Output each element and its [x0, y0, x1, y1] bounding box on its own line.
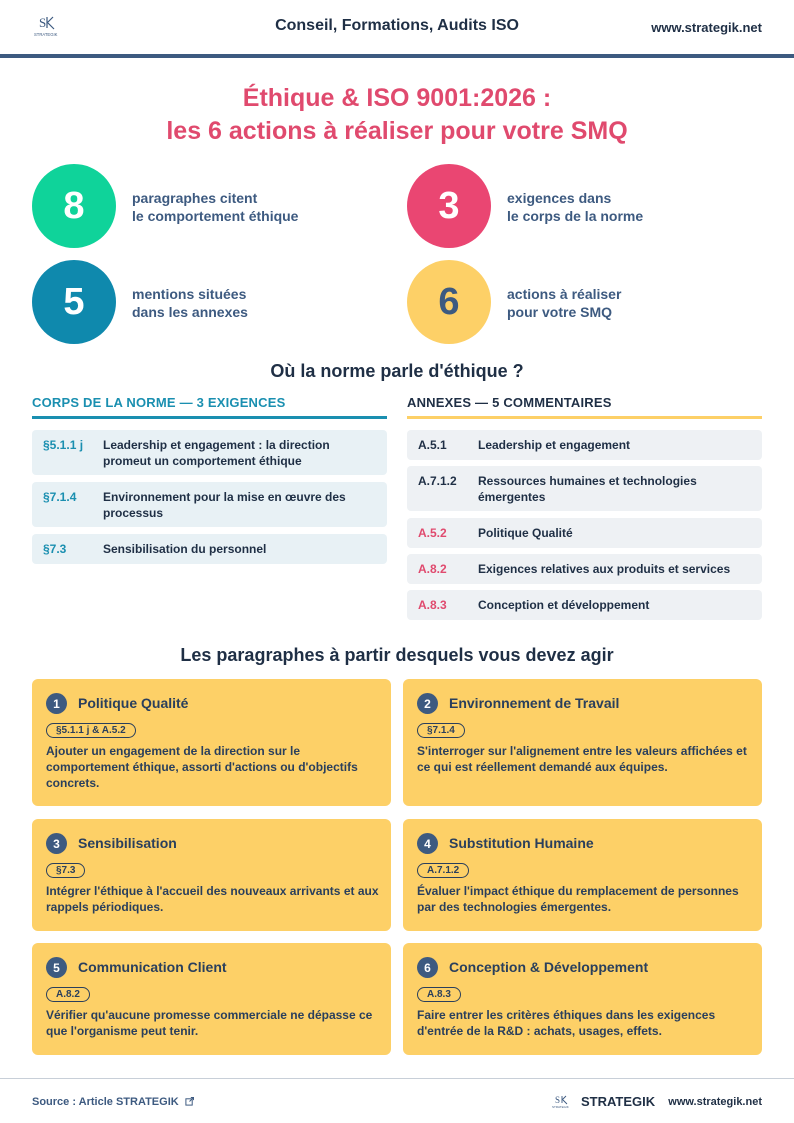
- table-row: [32, 482, 387, 527]
- action-text: Ajouter un engagement de la direction sur le comportement éthique, assorti d'actions ou d'objectifs concrets.: [46, 744, 358, 790]
- action-number: 2: [417, 693, 438, 714]
- stat-label-paragraphs: [132, 189, 352, 225]
- action-title: Politique Qualité: [78, 695, 189, 711]
- where-section-title: Où la norme parle d'éthique ?: [270, 361, 524, 381]
- svg-text:STRATEGIK: STRATEGIK: [34, 32, 58, 37]
- row-desc: Ressources humaines et technologies émergentes: [478, 474, 697, 504]
- action-badge: §7.1.4: [417, 723, 465, 738]
- table-row: [407, 430, 762, 460]
- footer-source-text: Source : Article STRATEGIK: [32, 1096, 179, 1108]
- table-row: [407, 590, 762, 620]
- row-desc: Leadership et engagement : la direction promeut un comportement éthique: [103, 438, 330, 468]
- stat-label-line: paragraphes citent: [132, 190, 258, 206]
- action-badge: §7.3: [46, 863, 85, 878]
- table-row: [407, 554, 762, 584]
- stat-label-exigences: [507, 189, 727, 225]
- annexes-heading: ANNEXES — 5 COMMENTAIRES: [407, 395, 612, 410]
- stat-label-line: exigences dans: [507, 190, 612, 206]
- row-desc: Leadership et engagement: [478, 438, 631, 452]
- page-title: [0, 82, 794, 148]
- stat-label-actions: [507, 285, 727, 321]
- footer-url-link[interactable]: www.strategik.net: [668, 1096, 762, 1108]
- stat-circle-actions: 6: [407, 260, 491, 344]
- table-row: [407, 466, 762, 511]
- table-row: [32, 430, 387, 475]
- row-code: A.8.3: [418, 598, 447, 612]
- stat-label-line: dans les annexes: [132, 304, 248, 320]
- action-number: 4: [417, 833, 438, 854]
- row-desc: Sensibilisation du personnel: [103, 542, 267, 556]
- action-number: 1: [46, 693, 67, 714]
- action-text: Intégrer l'éthique à l'accueil des nouveaux arrivants et aux rappels périodiques.: [46, 884, 379, 914]
- action-title: Environnement de Travail: [449, 695, 620, 711]
- action-badge: A.8.2: [46, 987, 90, 1002]
- corps-heading: CORPS DE LA NORME — 3 EXIGENCES: [32, 395, 286, 410]
- strategik-logo-small: [552, 1094, 572, 1109]
- action-card: [32, 819, 391, 931]
- external-link-icon: [185, 1097, 194, 1106]
- row-desc: Politique Qualité: [478, 526, 573, 540]
- stat-label-line: actions à réaliser: [507, 286, 622, 302]
- stat-label-mentions: [132, 285, 352, 321]
- row-desc: Conception et développement: [478, 598, 650, 612]
- action-title: Substitution Humaine: [449, 835, 594, 851]
- table-row: [32, 534, 387, 564]
- row-code: §7.3: [43, 542, 67, 556]
- footer-brand: STRATEGIK: [581, 1094, 656, 1109]
- action-card: [32, 943, 391, 1055]
- corps-divider: [32, 416, 387, 419]
- action-badge: A.7.1.2: [417, 863, 469, 878]
- action-text: Faire entrer les critères éthiques dans les exigences d'entrée de la R&D : achats, usages, effets.: [417, 1008, 716, 1038]
- action-card: [403, 679, 762, 806]
- action-badge: §5.1.1 j & A.5.2: [46, 723, 136, 738]
- stat-circle-exigences: 3: [407, 164, 491, 248]
- stat-label-line: mentions situées: [132, 286, 247, 302]
- row-code: §7.1.4: [43, 490, 77, 504]
- row-code: A.8.2: [418, 562, 447, 576]
- action-badge: A.8.3: [417, 987, 461, 1002]
- table-row: [407, 518, 762, 548]
- title-line-1: Éthique & ISO 9001:2026 :: [242, 84, 552, 112]
- title-line-2: les 6 actions à réaliser pour votre SMQ: [166, 117, 628, 145]
- svg-text:S: S: [555, 1095, 561, 1105]
- action-number: 5: [46, 957, 67, 978]
- svg-text:S: S: [39, 15, 47, 30]
- action-title: Conception & Développement: [449, 959, 649, 975]
- action-text: Vérifier qu'aucune promesse commerciale ne dépasse ce que l'organisme peut tenir.: [46, 1008, 373, 1038]
- action-title: Sensibilisation: [78, 835, 177, 851]
- annexes-divider: [407, 416, 762, 419]
- svg-text:STRATEGIK: STRATEGIK: [552, 1105, 569, 1109]
- header-url-link[interactable]: www.strategik.net: [651, 20, 762, 35]
- action-text: Évaluer l'impact éthique du remplacement de personnes par des technologies émergentes.: [417, 884, 739, 914]
- footer-divider: [0, 1078, 794, 1079]
- stat-circle-mentions: 5: [32, 260, 116, 344]
- action-title: Communication Client: [78, 959, 227, 975]
- actions-section-title: Les paragraphes à partir desquels vous devez agir: [180, 645, 614, 665]
- action-card: [32, 679, 391, 806]
- row-desc: Environnement pour la mise en œuvre des processus: [103, 490, 346, 520]
- page-header: [0, 0, 794, 58]
- action-text: S'interroger sur l'alignement entre les valeurs affichées et ce qui est réellement demandé aux équipes.: [417, 744, 747, 774]
- action-number: 6: [417, 957, 438, 978]
- row-code: A.5.2: [418, 526, 447, 540]
- stat-label-line: pour votre SMQ: [507, 304, 613, 320]
- header-tagline: Conseil, Formations, Audits ISO: [275, 17, 519, 34]
- stat-label-line: le corps de la norme: [507, 208, 644, 224]
- action-number: 3: [46, 833, 67, 854]
- row-code: A.7.1.2: [418, 474, 457, 488]
- footer-source-link[interactable]: [32, 1096, 194, 1108]
- stat-circle-paragraphs: 8: [32, 164, 116, 248]
- action-card: [403, 943, 762, 1055]
- row-code: A.5.1: [418, 438, 447, 452]
- action-card: [403, 819, 762, 931]
- row-code: §5.1.1 j: [43, 438, 84, 452]
- stat-label-line: le comportement éthique: [132, 208, 299, 224]
- row-desc: Exigences relatives aux produits et services: [478, 562, 731, 576]
